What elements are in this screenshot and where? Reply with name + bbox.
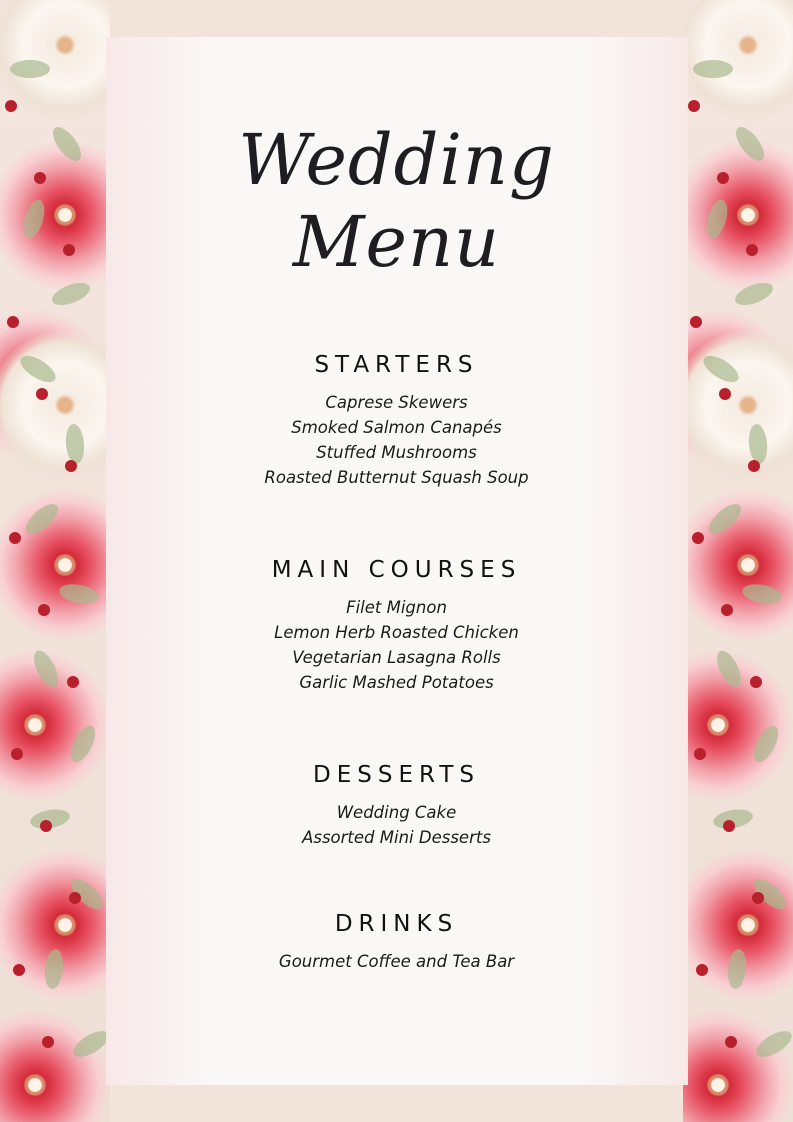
berry-decoration <box>725 1036 737 1048</box>
section-main-courses <box>0 557 793 695</box>
section-heading: MAIN COURSES <box>271 557 522 583</box>
berry-decoration <box>688 100 700 112</box>
leaf-decoration <box>693 60 733 78</box>
leaf-decoration <box>10 60 50 78</box>
berry-decoration <box>690 316 702 328</box>
menu-item: Roasted Butternut Squash Soup <box>264 468 529 487</box>
berry-decoration <box>11 748 23 760</box>
berry-decoration <box>9 532 21 544</box>
flower-decoration <box>683 0 793 120</box>
flower-decoration <box>0 1010 110 1122</box>
title-line-1: Wedding <box>238 119 555 201</box>
menu-item: Lemon Herb Roasted Chicken <box>274 623 519 642</box>
section-heading: STARTERS <box>314 352 479 378</box>
section-heading: DRINKS <box>334 911 459 937</box>
title-line-2: Menu <box>292 201 501 283</box>
section-desserts <box>0 762 793 850</box>
menu-item: Caprese Skewers <box>325 393 468 412</box>
berry-decoration <box>694 748 706 760</box>
menu-item: Gourmet Coffee and Tea Bar <box>278 952 515 971</box>
menu-item: Garlic Mashed Potatoes <box>299 673 494 692</box>
menu-item: Wedding Cake <box>336 803 457 822</box>
berry-decoration <box>692 532 704 544</box>
flower-decoration <box>683 1010 793 1122</box>
berry-decoration <box>42 1036 54 1048</box>
menu-item: Filet Mignon <box>346 598 447 617</box>
section-starters <box>0 352 793 490</box>
menu-item: Smoked Salmon Canapés <box>291 418 502 437</box>
menu-item: Vegetarian Lasagna Rolls <box>292 648 501 667</box>
section-drinks <box>0 911 793 974</box>
menu-item: Stuffed Mushrooms <box>316 443 477 462</box>
berry-decoration <box>7 316 19 328</box>
berry-decoration <box>5 100 17 112</box>
berry-decoration <box>752 892 764 904</box>
flower-decoration <box>0 0 110 120</box>
menu-item: Assorted Mini Desserts <box>302 828 491 847</box>
section-heading: DESSERTS <box>313 762 480 788</box>
berry-decoration <box>69 892 81 904</box>
